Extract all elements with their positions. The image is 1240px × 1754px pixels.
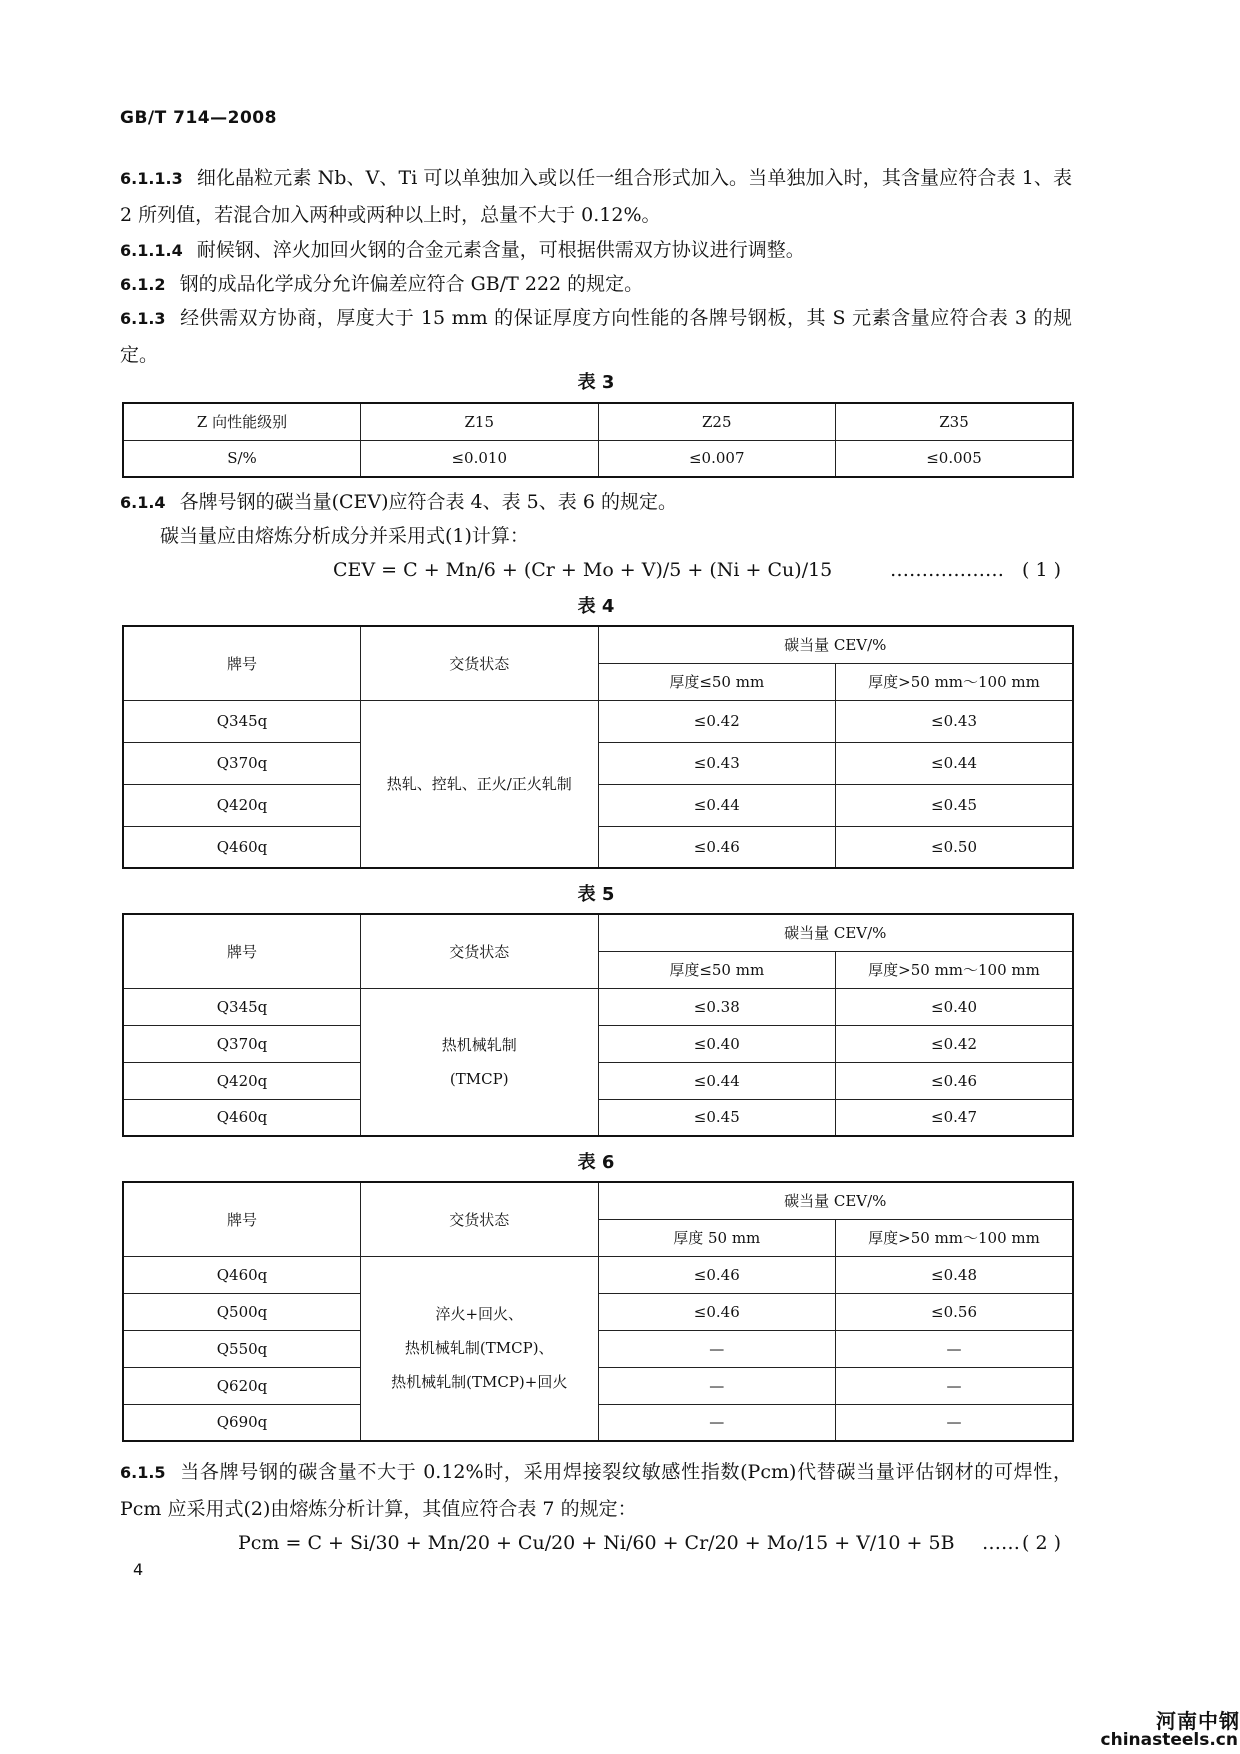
table-cell: Z35	[836, 403, 1074, 440]
formula-2: Pcm = C + Si/30 + Mn/20 + Cu/20 + Ni/60 + Cr/20 + Mo/15 + V/10 + 5B	[238, 1532, 955, 1554]
table-cell: Z25	[598, 403, 836, 440]
table-cell: ≤0.50	[836, 826, 1074, 868]
table-cell: Z15	[361, 403, 599, 440]
watermark-url: chinasteels.cn	[1100, 1730, 1238, 1750]
table-row	[123, 826, 1073, 868]
paragraph-6-1-1-4	[120, 232, 1072, 269]
paragraph-cev-calc: 碳当量应由熔炼分析成分并采用式(1)计算：	[160, 525, 529, 547]
table-cell: ≤0.48	[836, 1256, 1074, 1293]
table-cell: Q420q	[123, 1062, 361, 1099]
table-row	[123, 700, 1073, 742]
table-cell: Q420q	[123, 784, 361, 826]
paragraph-text: 耐候钢、淬火加回火钢的合金元素含量，可根据供需双方协议进行调整。	[196, 239, 805, 261]
state-line: 热机械轧制	[441, 1035, 517, 1054]
table-cell: —	[836, 1367, 1074, 1404]
formula-2-leader: ……	[982, 1532, 1020, 1554]
table-cell: ≤0.40	[598, 1025, 836, 1062]
table-cell: ≤0.44	[836, 742, 1074, 784]
table-cell: ≤0.38	[598, 988, 836, 1025]
table-row	[123, 440, 1073, 477]
document-header: GB/T 714—2008	[120, 108, 277, 128]
table-4	[122, 625, 1074, 869]
clause-number: 6.1.3	[120, 309, 166, 328]
table-cell: Q500q	[123, 1293, 361, 1330]
table-header-row	[123, 914, 1073, 951]
table-cell: ≤0.42	[836, 1025, 1074, 1062]
table-cell: ≤0.45	[598, 1099, 836, 1136]
paragraph-text: 各牌号钢的碳当量(CEV)应符合表 4、表 5、表 6 的规定。	[179, 491, 677, 513]
table-cell: —	[598, 1367, 836, 1404]
state-line: 淬火+回火、	[435, 1305, 524, 1324]
table-cell: ≤0.46	[598, 1256, 836, 1293]
table-cell: Q460q	[123, 1099, 361, 1136]
delivery-state-cell: 热轧、控轧、正火/正火轧制	[361, 700, 599, 868]
table-cell: ≤0.46	[598, 1293, 836, 1330]
table-cell: ≤0.40	[836, 988, 1074, 1025]
state-line: 热机械轧制(TMCP)、	[404, 1339, 554, 1358]
table-4-caption: 表 4	[577, 596, 615, 617]
table-row	[123, 1367, 1073, 1404]
table-cell: Q345q	[123, 700, 361, 742]
table-row	[123, 1062, 1073, 1099]
table-3-caption: 表 3	[577, 372, 615, 393]
table-cell: —	[836, 1330, 1074, 1367]
table-cell: ≤0.44	[598, 784, 836, 826]
formula-1: CEV = C + Mn/6 + (Cr + Mo + V)/5 + (Ni + Cu)/15	[333, 559, 833, 581]
formula-1-leader: ………………	[890, 559, 1004, 581]
clause-number: 6.1.4	[120, 493, 166, 512]
paragraph-6-1-4	[120, 484, 1072, 521]
table-cell: Q345q	[123, 988, 361, 1025]
state-line: 热机械轧制(TMCP)+回火	[391, 1373, 568, 1392]
table-header-row	[123, 403, 1073, 440]
table-cell: Q550q	[123, 1330, 361, 1367]
table-cell: ≤0.42	[598, 700, 836, 742]
table-cell: ≤0.46	[836, 1062, 1074, 1099]
clause-number: 6.1.5	[120, 1463, 166, 1482]
table-6-caption: 表 6	[577, 1152, 615, 1173]
table-row	[123, 1293, 1073, 1330]
table-6	[122, 1181, 1074, 1442]
table-row	[123, 784, 1073, 826]
table-cell: Q370q	[123, 1025, 361, 1062]
thickness-header: 厚度>50 mm～100 mm	[836, 1219, 1074, 1256]
table-row	[123, 1404, 1073, 1441]
table-cell: ≤0.010	[361, 440, 599, 477]
thickness-header: 厚度≤50 mm	[598, 663, 836, 700]
thickness-header: 厚度>50 mm～100 mm	[836, 951, 1074, 988]
table-cell: ≤0.45	[836, 784, 1074, 826]
thickness-header: 厚度≤50 mm	[598, 951, 836, 988]
paragraph-6-1-1-3	[120, 160, 1072, 233]
table-cell: ≤0.46	[598, 826, 836, 868]
clause-number: 6.1.1.4	[120, 241, 183, 260]
table-cell: Q620q	[123, 1367, 361, 1404]
clause-number: 6.1.2	[120, 275, 166, 294]
paragraph-6-1-2	[120, 266, 1072, 303]
table-row	[123, 1330, 1073, 1367]
delivery-state-cell	[361, 988, 599, 1136]
table-cell: Z 向性能级别	[123, 403, 361, 440]
table-cell: ≤0.44	[598, 1062, 836, 1099]
table-header-row	[123, 1182, 1073, 1219]
paragraph-text: 细化晶粒元素 Nb、V、Ti 可以单独加入或以任一组合形式加入。当单独加入时，其含量应符合表 1、表 2 所列值，若混合加入两种或两种以上时，总量不大于 0.12%。	[120, 167, 1072, 226]
paragraph-6-1-5	[120, 1454, 1072, 1527]
table-header-row	[123, 626, 1073, 663]
table-cell: Q460q	[123, 826, 361, 868]
table-cell: ≤0.47	[836, 1099, 1074, 1136]
delivery-state-cell	[361, 1256, 599, 1441]
table-cell: ≤0.43	[836, 700, 1074, 742]
clause-number: 6.1.1.3	[120, 169, 183, 188]
paragraph-text: 经供需双方协商，厚度大于 15 mm 的保证厚度方向性能的各牌号钢板，其 S 元素含量应符合表 3 的规定。	[120, 307, 1072, 366]
formula-2-label: ( 2 )	[1022, 1532, 1061, 1554]
thickness-header: 厚度 50 mm	[598, 1219, 836, 1256]
table-cell: S/%	[123, 440, 361, 477]
table-cell: Q460q	[123, 1256, 361, 1293]
watermark-logo-text: 河南中钢	[1156, 1709, 1240, 1733]
table-5-caption: 表 5	[577, 884, 615, 905]
grade-header: 牌号	[123, 1182, 361, 1256]
table-cell: ≤0.005	[836, 440, 1074, 477]
delivery-state-header: 交货状态	[361, 1182, 599, 1256]
table-row	[123, 1256, 1073, 1293]
delivery-state-header: 交货状态	[361, 914, 599, 988]
table-row	[123, 742, 1073, 784]
table-cell: ≤0.56	[836, 1293, 1074, 1330]
thickness-header: 厚度>50 mm～100 mm	[836, 663, 1074, 700]
page-number: 4	[133, 1560, 144, 1579]
table-cell: —	[598, 1404, 836, 1441]
table-cell: —	[836, 1404, 1074, 1441]
paragraph-text: 钢的成品化学成分允许偏差应符合 GB/T 222 的规定。	[179, 273, 644, 295]
table-row	[123, 1025, 1073, 1062]
delivery-state-header: 交货状态	[361, 626, 599, 700]
table-3	[122, 402, 1074, 478]
cev-header: 碳当量 CEV/%	[598, 626, 1073, 663]
table-5	[122, 913, 1074, 1137]
grade-header: 牌号	[123, 914, 361, 988]
table-cell: —	[598, 1330, 836, 1367]
table-row	[123, 1099, 1073, 1136]
paragraph-text: 当各牌号钢的碳含量不大于 0.12%时，采用焊接裂纹敏感性指数(Pcm)代替碳当量评估钢材的可焊性，Pcm 应采用式(2)由熔炼分析计算，其值应符合表 7 的规定：	[120, 1461, 1072, 1520]
table-cell: Q690q	[123, 1404, 361, 1441]
grade-header: 牌号	[123, 626, 361, 700]
state-line: (TMCP)	[449, 1069, 509, 1088]
cev-header: 碳当量 CEV/%	[598, 1182, 1073, 1219]
table-cell: ≤0.007	[598, 440, 836, 477]
cev-header: 碳当量 CEV/%	[598, 914, 1073, 951]
table-cell: ≤0.43	[598, 742, 836, 784]
paragraph-6-1-3	[120, 300, 1072, 373]
table-cell: Q370q	[123, 742, 361, 784]
formula-1-label: ( 1 )	[1022, 559, 1061, 581]
table-row	[123, 988, 1073, 1025]
